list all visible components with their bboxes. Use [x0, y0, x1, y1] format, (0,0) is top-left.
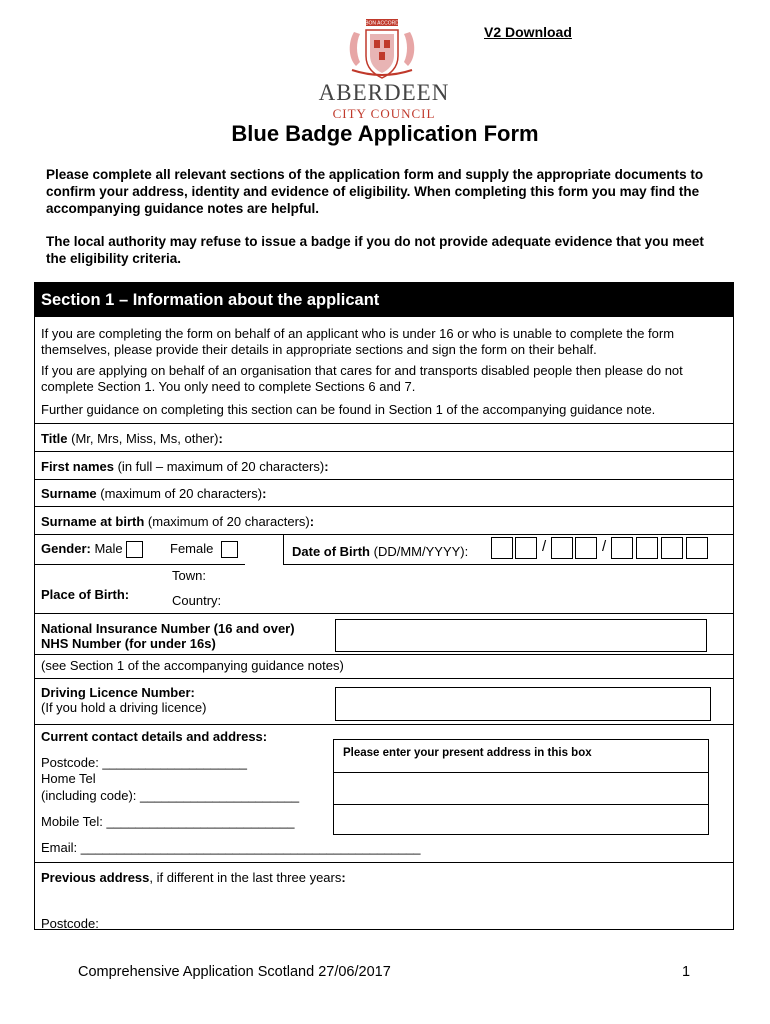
colon: : [341, 870, 346, 885]
dob-year-digit-1[interactable] [611, 537, 633, 559]
dob-separator: / [542, 538, 547, 555]
divider [35, 654, 733, 655]
surname-at-birth-label: Surname at birth [41, 514, 145, 529]
previous-address-label [41, 870, 346, 886]
surname-at-birth-hint: (maximum of 20 characters) [144, 514, 310, 529]
address-box-label: Please enter your present address in this box [343, 747, 592, 759]
female-option [170, 541, 238, 558]
surname-hint: (maximum of 20 characters) [96, 486, 263, 501]
dob-label: Date of Birth [292, 544, 370, 559]
ni-number-input[interactable] [335, 619, 707, 652]
previous-address-title: Previous address [41, 870, 150, 885]
crest-banner-text: BON ACCORD [365, 20, 399, 27]
divider [35, 564, 245, 565]
colon: : [309, 514, 315, 529]
home-tel-label: Home Tel [41, 771, 96, 786]
driving-licence-input[interactable] [335, 687, 711, 721]
divider [35, 506, 733, 507]
title-label: Title [41, 431, 68, 446]
male-checkbox[interactable] [126, 541, 143, 558]
address-box[interactable] [333, 739, 709, 835]
dob-day-digit-2[interactable] [515, 537, 537, 559]
place-of-birth-label: Place of Birth: [41, 587, 130, 602]
divider [35, 862, 733, 863]
info-paragraph-2: If you are applying on behalf of an organisation that cares for and transports disabled people then please do not complete Section 1. You only need to complete Sections 6 and 7. [41, 363, 683, 394]
section-1-form [34, 282, 734, 930]
intro-paragraph-1: Please complete all relevant sections of the application form and supply the appropriate documents to confirm your address, identity and evidence of eligibility. When completing this form you may find the accompanying guidance notes are helpful. [46, 167, 704, 216]
dob-year-digit-2[interactable] [636, 537, 658, 559]
divider [35, 451, 733, 452]
gender-row [41, 541, 143, 558]
title-field[interactable] [41, 431, 223, 447]
first-names-label: First names [41, 459, 114, 474]
dob-day-digit-1[interactable] [491, 537, 513, 559]
colon: : [262, 486, 267, 501]
dob-hint: (DD/MM/YYYY): [370, 544, 469, 559]
ni-guidance-note: (see Section 1 of the accompanying guidance notes) [41, 658, 344, 673]
footer-text: Comprehensive Application Scotland 27/06/2017 [78, 964, 391, 980]
mobile-tel-field[interactable]: Mobile Tel: __________________________ [41, 814, 295, 829]
country-field[interactable]: Country: [172, 593, 222, 608]
dob-year-digit-3[interactable] [661, 537, 683, 559]
dob-label-row [292, 544, 468, 560]
ni-number-label: National Insurance Number (16 and over) [41, 621, 295, 636]
previous-address-hint: , if different in the last three years [149, 870, 342, 885]
dob-month-digit-2[interactable] [575, 537, 597, 559]
divider [283, 534, 284, 564]
first-names-hint: (in full – maximum of 20 characters) [113, 459, 325, 474]
town-field[interactable]: Town: [172, 568, 206, 583]
female-label: Female [170, 541, 214, 556]
address-line [334, 772, 708, 773]
divider [35, 678, 733, 679]
male-label: Male [90, 541, 123, 556]
female-checkbox[interactable] [221, 541, 238, 558]
address-line [334, 804, 708, 805]
driving-licence-hint: (If you hold a driving licence) [41, 700, 207, 715]
home-tel-field[interactable]: (including code): ______________________ [41, 788, 300, 803]
section-1-heading: Section 1 – Information about the applicant [35, 283, 733, 317]
surname-label: Surname [41, 486, 97, 501]
surname-field[interactable] [41, 486, 266, 502]
divider [35, 534, 733, 535]
surname-at-birth-field[interactable] [41, 514, 314, 530]
page-title: Blue Badge Application Form [231, 121, 539, 146]
divider [35, 724, 733, 725]
v2-download-link[interactable]: V2 Download [484, 24, 572, 40]
nhs-number-label: NHS Number (for under 16s) [41, 636, 216, 651]
info-paragraph-3: Further guidance on completing this section can be found in Section 1 of the accompanying guidance note. [41, 402, 656, 417]
dob-boxes [491, 537, 717, 559]
postcode-field[interactable]: Postcode: ____________________ [41, 755, 248, 770]
council-name: ABERDEEN [318, 80, 450, 105]
title-hint: (Mr, Mrs, Miss, Ms, other) [67, 431, 219, 446]
page-number: 1 [682, 964, 691, 980]
colon: : [218, 431, 223, 446]
aberdeen-crest-logo [344, 18, 420, 84]
info-paragraph-1: If you are completing the form on behalf of an applicant who is under 16 or who is unable to complete the form themselves, please provide their details in appropriate sections and sign the form on their behalf. [41, 326, 675, 357]
divider [35, 423, 733, 424]
gender-label: Gender: [41, 541, 91, 556]
contact-details-label: Current contact details and address: [41, 729, 268, 744]
dob-separator: / [602, 538, 607, 555]
divider [35, 613, 733, 614]
dob-month-digit-1[interactable] [551, 537, 573, 559]
email-field[interactable]: Email: _______________________________________________ [41, 840, 421, 855]
intro-paragraph-2: The local authority may refuse to issue a badge if you do not provide adequate evidence that you meet the eligibility criteria. [46, 234, 704, 266]
dob-year-digit-4[interactable] [686, 537, 708, 559]
previous-postcode-field[interactable]: Postcode: [41, 916, 99, 931]
divider [283, 564, 733, 565]
divider [35, 479, 733, 480]
driving-licence-label: Driving Licence Number: [41, 685, 195, 700]
council-subtitle: CITY COUNCIL [332, 106, 436, 121]
first-names-field[interactable] [41, 459, 329, 475]
colon: : [324, 459, 329, 474]
